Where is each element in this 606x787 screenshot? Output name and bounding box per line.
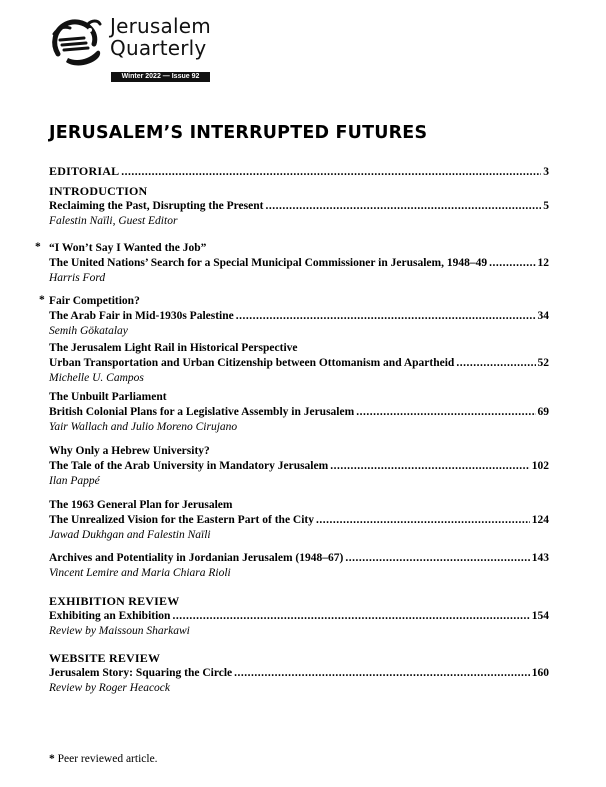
dot-leader	[316, 513, 530, 528]
entry-author: Falestin Naïli, Guest Editor	[49, 215, 178, 227]
entry-title: The Unbuilt Parliament	[49, 391, 167, 403]
entry-author: Ilan Pappé	[49, 475, 100, 487]
peer-review-marker: *	[39, 294, 45, 306]
dot-leader	[356, 405, 535, 420]
toc-article[interactable]	[49, 551, 549, 581]
page-number: 160	[531, 667, 549, 679]
toc-article[interactable]	[49, 390, 549, 435]
toc-website-review[interactable]	[49, 651, 549, 696]
masthead-line2: Quarterly	[110, 36, 207, 60]
dot-leader	[121, 165, 541, 180]
masthead-line1: Jerusalem	[110, 14, 211, 38]
entry-title: The Jerusalem Light Rail in Historical Perspective	[49, 342, 298, 354]
toc-article[interactable]	[35, 241, 549, 286]
page-number: 69	[537, 406, 549, 418]
entry-title: Why Only a Hebrew University?	[49, 445, 210, 457]
toc-article[interactable]	[39, 294, 549, 339]
dot-leader	[456, 356, 535, 371]
entry-author: Vincent Lemire and Maria Chiara Rioli	[49, 567, 231, 579]
entry-author: Michelle U. Campos	[49, 372, 144, 384]
toc-introduction[interactable]	[49, 184, 549, 229]
page-number: 154	[531, 610, 549, 622]
dot-leader	[345, 551, 529, 566]
toc-article[interactable]	[49, 444, 549, 489]
footnote-marker: *	[49, 753, 55, 765]
dot-leader	[330, 459, 530, 474]
page-number: 3	[543, 166, 549, 178]
entry-title: Fair Competition?	[49, 295, 140, 307]
dot-leader	[489, 256, 535, 271]
toc-editorial[interactable]	[49, 164, 549, 179]
toc-article[interactable]	[49, 498, 549, 543]
entry-author: Yair Wallach and Julio Moreno Cirujano	[49, 421, 238, 433]
section-heading: EXHIBITION REVIEW	[49, 594, 180, 608]
page-number: 124	[531, 514, 549, 526]
entry-subtitle: The Tale of the Arab University in Mandatory Jerusalem	[49, 460, 329, 472]
page-number: 12	[537, 257, 549, 269]
footnote	[49, 753, 158, 765]
entry-subtitle: British Colonial Plans for a Legislative Assembly in Jerusalem	[49, 406, 355, 418]
entry-title: Jerusalem Story: Squaring the Circle	[49, 667, 233, 679]
entry-title: Reclaiming the Past, Disrupting the Present	[49, 200, 264, 212]
page-number: 102	[531, 460, 549, 472]
dot-leader	[265, 199, 541, 214]
toc-article[interactable]	[49, 341, 549, 386]
entry-title: Archives and Potentiality in Jordanian Jerusalem (1948–67)	[49, 552, 344, 564]
entry-author: Jawad Dukhgan and Falestin Naïli	[49, 529, 211, 541]
entry-subtitle: Urban Transportation and Urban Citizenship between Ottomanism and Apartheid	[49, 357, 455, 369]
entry-author: Review by Maissoun Sharkawi	[49, 625, 190, 637]
masthead	[44, 14, 214, 84]
entry-subtitle: The United Nations’ Search for a Special Municipal Commissioner in Jerusalem, 1948–49	[49, 257, 488, 269]
issue-label: Winter 2022 — Issue 92	[111, 72, 210, 82]
bird-emblem-icon	[44, 14, 106, 76]
entry-author: Review by Roger Heacock	[49, 682, 171, 694]
page-number: 143	[531, 552, 549, 564]
entry-title: Exhibiting an Exhibition	[49, 610, 171, 622]
toc-exhibition-review[interactable]	[49, 594, 549, 639]
footnote-text: Peer reviewed article.	[57, 753, 158, 765]
entry-author: Harris Ford	[49, 272, 106, 284]
page-number: 52	[537, 357, 549, 369]
section-heading: WEBSITE REVIEW	[49, 651, 161, 665]
dot-leader	[236, 309, 536, 324]
peer-review-marker: *	[35, 241, 41, 253]
entry-author: Semih Gökatalay	[49, 325, 128, 337]
entry-subtitle: The Unrealized Vision for the Eastern Part of the City	[49, 514, 315, 526]
dot-leader	[172, 609, 529, 624]
entry-title: “I Won’t Say I Wanted the Job”	[49, 242, 207, 254]
dot-leader	[234, 666, 530, 681]
page-number: 34	[537, 310, 549, 322]
editorial-label: EDITORIAL	[49, 164, 120, 178]
entry-subtitle: The Arab Fair in Mid-1930s Palestine	[49, 310, 234, 322]
page-number: 5	[543, 200, 549, 212]
entry-title: The 1963 General Plan for Jerusalem	[49, 499, 233, 511]
section-heading: INTRODUCTION	[49, 184, 148, 198]
page-title: JERUSALEM’S INTERRUPTED FUTURES	[49, 123, 428, 143]
